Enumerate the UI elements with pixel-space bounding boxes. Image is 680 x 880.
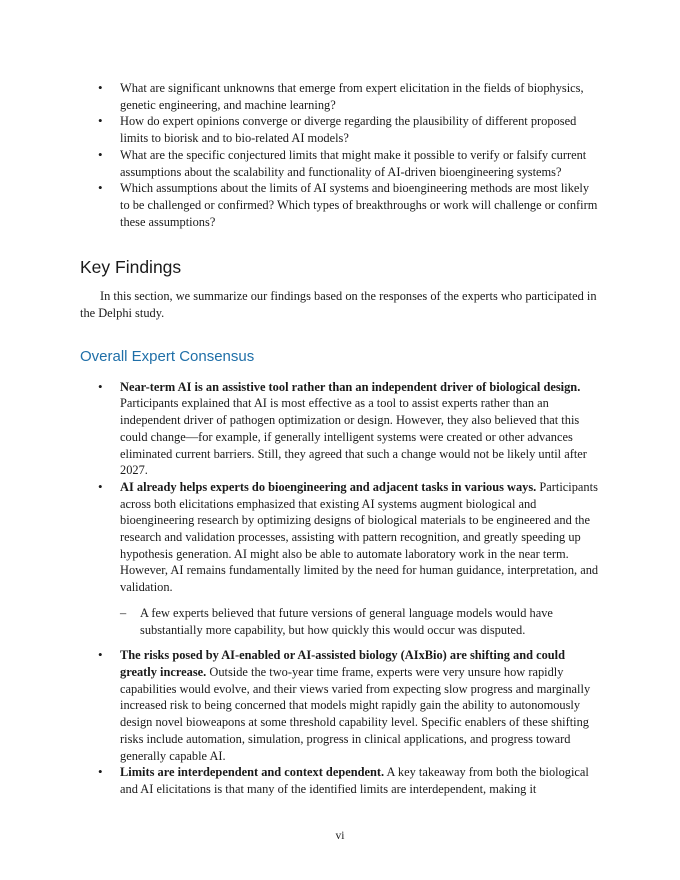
finding-lead: Limits are interdependent and context dependent. [120,765,385,780]
key-findings-intro: In this section, we summarize our findings based on the responses of the experts who participated in the Delphi study. [80,289,597,321]
finding-body: A key takeaway from both the biological and AI elicitations is that many of the identified limits are interdependent, making it [120,765,589,796]
consensus-findings-list [80,379,600,798]
finding-lead: AI already helps experts do bioengineering and adjacent tasks in various ways. [120,479,537,494]
list-item [80,379,600,479]
finding-lead: Near-term AI is an assistive tool rather than an independent driver of biological design. [120,379,581,394]
section-heading-key-findings: Key Findings [80,257,182,278]
sub-list [120,605,600,638]
finding-body: Outside the two-year time frame, experts were very unsure how rapidly capabilities would evolve, and their views varied from expecting slow progress and marginally increased risk to being concerned that models might rapidly gain the ability to autonomously design novel bioweapons at some threshold capability level. Specific enablers of these shifting risks include automation, simulation, progress in clinical applications, and progress toward generally capable AI. [120,664,591,763]
finding-body: Participants across both elicitations emphasized that existing AI systems augment biological and bioengineering research by optimizing designs of biological materials to be engineered and the research and validation processes, assisting with pattern recognition, and greatly speeding up hypothesis generation. AI might also be able to automate laboratory work in the near term. However, AI remains fundamentally limited by the need for human guidance, interpretation, and validation. [120,479,599,595]
page-number: vi [335,830,345,842]
subsection-heading-consensus: Overall Expert Consensus [80,347,255,365]
list-item [80,479,600,638]
finding-body: Participants explained that AI is most effective as a tool to assist experts rather than an independent driver of pathogen optimization or design. However, they also believed that this could change—for example, if generally intelligent systems were created or other advances eliminated current barriers. Still, they agreed that such a change would not be likely until after 2027. [120,396,587,478]
list-item: • Which assumptions about the limits of AI systems and bioengineering methods are most likely to be challenged or confirmed? Which types of breakthroughs or work will challenge or confirm these assumptions? [80,180,600,230]
list-item: • How do expert opinions converge or diverge regarding the plausibility of different proposed limits to biorisk and to bio-related AI models? [80,113,600,146]
research-questions-list [80,80,600,230]
finding-lead: The risks posed by AI-enabled or AI-assisted biology (AIxBio) are shifting and could greatly increase. [120,648,565,679]
sub-list-item: – A few experts believed that future versions of general language models would have substantially more capability, but how quickly this would occur was disputed. [120,605,600,638]
list-item: • What are significant unknowns that emerge from expert elicitation in the fields of biophysics, genetic engineering, and machine learning? [80,80,600,113]
list-item: • What are the specific conjectured limits that might make it possible to verify or falsify current assumptions about the scalability and functionality of AI-driven bioengineering systems? [80,147,600,180]
page-content [80,80,600,798]
list-item [80,764,600,797]
list-item [80,647,600,764]
